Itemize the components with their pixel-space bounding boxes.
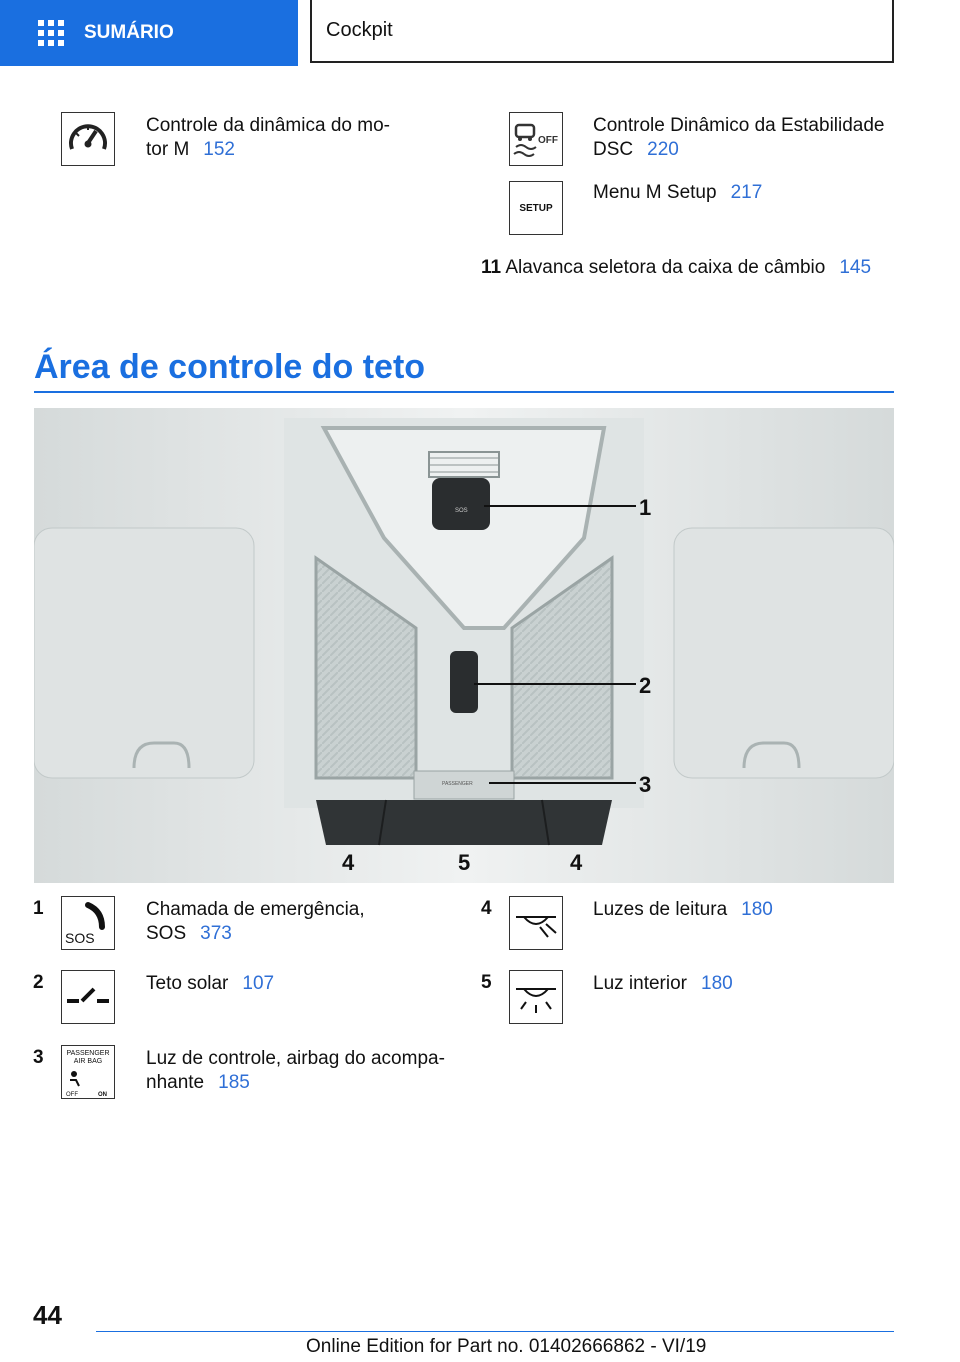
legend-item-interior-light[interactable]: Luz interior 180 (593, 973, 733, 994)
legend-number: 4 (481, 898, 492, 919)
breadcrumb-label: Cockpit (326, 19, 393, 41)
toc-button[interactable] (0, 0, 298, 66)
legend-item-sunroof[interactable]: Teto solar 107 (146, 973, 275, 994)
dynamic-drive-control-icon (61, 112, 115, 166)
svg-text:ON: ON (98, 1092, 107, 1098)
svg-text:SOS: SOS (455, 508, 468, 514)
item-dsc[interactable]: Controle Dinâmico da Estabilidade DSC 220 (593, 115, 885, 160)
page-number: 44 (33, 1300, 62, 1330)
legend-number: 5 (481, 972, 492, 993)
footer-rule (96, 1331, 894, 1332)
callout-5: 5 (458, 850, 471, 875)
callout-1: 1 (639, 495, 652, 520)
sunroof-icon (61, 970, 115, 1024)
page-ref[interactable]: 180 (741, 899, 773, 920)
svg-text:PASSENGER: PASSENGER (66, 1050, 110, 1057)
svg-text:PASSENGER: PASSENGER (442, 781, 473, 787)
breadcrumb[interactable] (310, 0, 894, 63)
setup-icon: SETUP (509, 181, 563, 235)
legend-number: 1 (33, 898, 44, 919)
passenger-airbag-indicator-icon (61, 1045, 115, 1099)
toc-label: SUMÁRIO (84, 22, 174, 43)
item-m-setup[interactable]: Menu M Setup 217 (593, 182, 763, 203)
svg-text:OFF: OFF (66, 1092, 78, 1098)
page-ref[interactable]: 220 (647, 139, 679, 160)
grid-icon (38, 20, 64, 46)
interior-light-icon (509, 970, 563, 1024)
section-title: Área de controle do teto (34, 348, 426, 386)
legend-number: 2 (33, 972, 44, 993)
callout-2: 2 (639, 673, 652, 698)
legend-number: 3 (33, 1047, 44, 1068)
page-ref[interactable]: 107 (242, 973, 275, 994)
roof-console-photo (34, 408, 894, 883)
sos-call-icon (61, 896, 115, 950)
legend-item-sos[interactable]: Chamada de emergência, SOS 373 (146, 899, 365, 944)
page-ref[interactable]: 152 (203, 139, 235, 160)
svg-text:AIR BAG: AIR BAG (73, 1058, 103, 1065)
callout-4-right: 4 (570, 850, 583, 875)
page-ref[interactable]: 185 (218, 1072, 250, 1093)
page-ref[interactable]: 373 (200, 923, 232, 944)
page-ref[interactable]: 145 (839, 257, 872, 278)
page-ref[interactable]: 217 (730, 182, 763, 203)
item-gear-selector[interactable]: 11 Alavanca seletora da caixa de câmbio 145 (481, 257, 872, 278)
reading-light-icon (509, 896, 563, 950)
dsc-off-icon (509, 112, 563, 166)
callout-3: 3 (639, 772, 652, 797)
svg-text:OFF: OFF (538, 135, 558, 146)
callout-4-left: 4 (342, 850, 355, 875)
footer-edition: Online Edition for Part no. 01402666862 - VI/19 (306, 1336, 707, 1357)
legend-item-passenger-airbag[interactable]: Luz de controle, airbag do acompa- nhante 185 (146, 1048, 445, 1093)
item-dynamic-drive-control[interactable]: Controle da dinâmica do mo- tor M 152 (146, 115, 390, 160)
svg-text:SOS: SOS (65, 930, 95, 946)
legend-item-reading-lights[interactable]: Luzes de leitura 180 (593, 899, 773, 920)
section-rule (34, 391, 894, 393)
page-ref[interactable]: 180 (701, 973, 733, 994)
